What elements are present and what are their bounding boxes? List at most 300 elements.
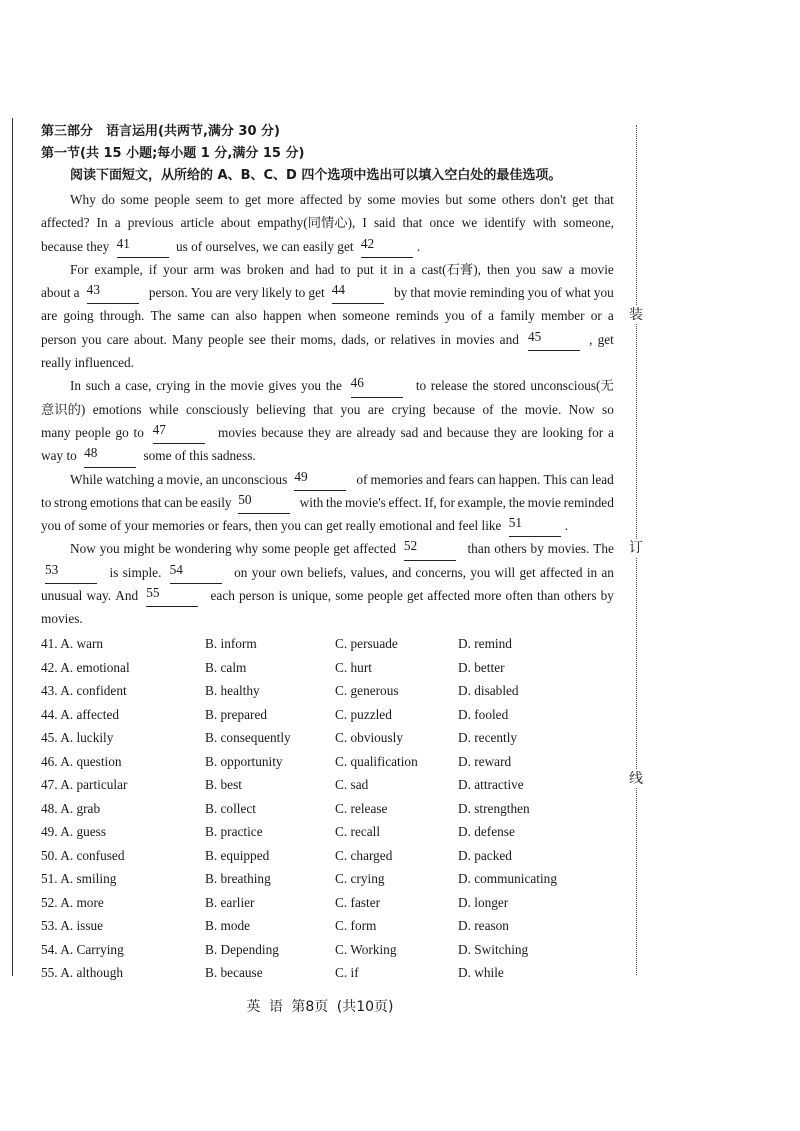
passage-word: emotions bbox=[92, 401, 142, 417]
passage-word: a bbox=[114, 378, 121, 394]
page-footer: 英 语 第8页 (共10页) bbox=[246, 999, 394, 1015]
cloze-passage bbox=[41, 188, 614, 631]
passage-word: movie bbox=[527, 494, 561, 510]
passage-word: to bbox=[41, 494, 52, 510]
passage-word: for bbox=[439, 494, 455, 510]
option-a: 41. A. warn bbox=[41, 636, 104, 651]
passage-word: of bbox=[470, 308, 482, 324]
passage-word: movies. bbox=[547, 541, 590, 557]
passage-word: a bbox=[409, 261, 416, 277]
passage-word: the bbox=[501, 401, 518, 417]
passage-word: reminded bbox=[563, 494, 614, 510]
passage-word: get bbox=[407, 588, 424, 604]
passage-word: movies bbox=[401, 192, 440, 207]
passage-word: happen bbox=[263, 308, 302, 324]
passage-word: we bbox=[461, 215, 478, 231]
option-a: 43. A. confident bbox=[41, 683, 127, 698]
blank-45: 45 bbox=[528, 328, 580, 351]
passage-word: about. bbox=[133, 331, 167, 347]
passage-word: affected bbox=[539, 564, 583, 580]
passage-word: way. bbox=[86, 588, 112, 604]
passage-word: a bbox=[568, 261, 575, 277]
passage-word: movies bbox=[218, 424, 257, 440]
blank-43: 43 bbox=[87, 281, 139, 304]
passage-word: people bbox=[208, 331, 244, 347]
passage-word: a bbox=[114, 215, 121, 231]
passage-word: people bbox=[75, 424, 111, 440]
option-c: C. crying bbox=[335, 871, 385, 886]
passage-word: affected bbox=[427, 588, 470, 604]
option-b: B. collect bbox=[205, 800, 256, 816]
passage-word: once bbox=[429, 215, 455, 231]
passage-word: movie bbox=[580, 261, 614, 277]
passage-word: seem bbox=[195, 192, 224, 207]
passage-word: and bbox=[499, 331, 519, 347]
option-a: 42. A. emotional bbox=[41, 659, 130, 675]
passage-word: some bbox=[262, 541, 291, 557]
passage-word: by bbox=[600, 588, 614, 604]
option-b: B. prepared bbox=[205, 706, 268, 722]
option-d: D. remind bbox=[458, 636, 512, 651]
passage-word: movie bbox=[230, 378, 264, 394]
option-b: B. breathing bbox=[205, 871, 271, 886]
passage-word: dads, bbox=[341, 331, 370, 347]
passage-word: you bbox=[444, 308, 465, 324]
passage-word: of bbox=[482, 401, 494, 417]
option-b: B. because bbox=[205, 965, 263, 980]
passage-word: by bbox=[394, 285, 408, 301]
passage-word: through. bbox=[99, 308, 145, 324]
option-b: B. healthy bbox=[205, 683, 260, 698]
passage-word: each bbox=[210, 588, 235, 604]
passage-word: often bbox=[505, 588, 533, 604]
passage-word: In bbox=[70, 378, 82, 394]
left-margin-rule bbox=[12, 118, 13, 976]
passage-word: with bbox=[299, 494, 324, 510]
passage-word: identify bbox=[484, 215, 526, 231]
option-c: C. sad bbox=[335, 777, 369, 792]
option-a: 47. A. particular bbox=[41, 777, 128, 792]
passage-word: get bbox=[308, 285, 325, 301]
option-b: B. inform bbox=[205, 636, 257, 651]
passage-word: person bbox=[239, 588, 275, 604]
option-b: B. equipped bbox=[205, 847, 270, 863]
passage-word: many bbox=[41, 424, 71, 440]
passage-word: already bbox=[356, 424, 396, 440]
passage-word: beliefs, bbox=[307, 564, 347, 580]
passage-word: arm bbox=[193, 261, 215, 277]
blank-41: 41 bbox=[117, 235, 169, 258]
blank-50: 50 bbox=[238, 491, 290, 514]
question-row-43 bbox=[41, 679, 601, 703]
binding-mark-xian: 线 bbox=[629, 771, 643, 787]
option-b: B. best bbox=[205, 777, 242, 792]
passage-word: a bbox=[488, 308, 495, 324]
passage-word: lead bbox=[591, 471, 614, 487]
passage-word: that bbox=[402, 215, 423, 231]
passage-word: moms, bbox=[300, 331, 337, 347]
passage-word: get bbox=[597, 331, 614, 347]
passage-word: unconscious(无 bbox=[530, 378, 614, 394]
question-row-47 bbox=[41, 773, 601, 797]
passage-word: can bbox=[210, 308, 230, 324]
option-d: D. better bbox=[458, 659, 505, 675]
passage-word: more bbox=[474, 588, 502, 604]
passage-word: some bbox=[367, 192, 396, 207]
passage-word: While bbox=[70, 471, 103, 487]
passage-word: case, bbox=[125, 378, 152, 394]
option-d: D. Switching bbox=[458, 941, 529, 957]
option-d: D. packed bbox=[458, 847, 512, 863]
passage-word: strong bbox=[54, 494, 88, 510]
passage-word: you bbox=[593, 285, 614, 301]
passage-word: see bbox=[248, 331, 266, 347]
blank-44: 44 bbox=[332, 281, 384, 304]
option-a: 52. A. more bbox=[41, 894, 104, 910]
passage-text: some of this sadness. bbox=[140, 448, 256, 464]
passage-word: someone, bbox=[563, 215, 614, 231]
option-c: C. Working bbox=[335, 941, 397, 957]
passage-word: a bbox=[157, 471, 164, 487]
passage-word: values, bbox=[350, 564, 388, 580]
question-row-52 bbox=[41, 891, 601, 915]
passage-word: broken bbox=[246, 261, 284, 277]
blank-46: 46 bbox=[351, 374, 403, 397]
passage-word: and bbox=[289, 261, 310, 277]
passage-word: but bbox=[445, 192, 463, 207]
passage-word: might bbox=[123, 541, 155, 557]
passage-word: to bbox=[340, 261, 351, 277]
passage-word: going bbox=[63, 308, 94, 324]
passage-word: on bbox=[234, 564, 248, 580]
passage-word: put bbox=[356, 261, 374, 277]
passage-word: cast(石膏), bbox=[421, 261, 481, 277]
question-row-50 bbox=[41, 844, 601, 868]
passage-word: and bbox=[392, 564, 412, 580]
option-d: D. strengthen bbox=[458, 800, 530, 816]
option-a: 51. A. smiling bbox=[41, 871, 117, 886]
option-d: D. longer bbox=[458, 894, 509, 910]
passage-word: a bbox=[607, 308, 614, 324]
option-d: D. while bbox=[458, 965, 504, 980]
passage-line bbox=[41, 235, 614, 258]
passage-word: you bbox=[527, 285, 548, 301]
option-d: D. recently bbox=[458, 730, 518, 745]
passage-line bbox=[41, 281, 614, 304]
passage-line bbox=[41, 351, 614, 374]
passage-word: is bbox=[109, 564, 119, 580]
passage-word: The bbox=[150, 308, 172, 324]
passage-word: are bbox=[521, 424, 538, 440]
passage-word: than bbox=[467, 541, 491, 557]
passage-word: I bbox=[362, 215, 367, 231]
option-a: 49. A. guess bbox=[41, 824, 107, 839]
option-d: D. reason bbox=[458, 918, 509, 933]
passage-text: you of some of your memories or fears, then you can get really emotional and feel like bbox=[41, 518, 505, 534]
question-row-41 bbox=[41, 632, 601, 656]
question-row-46 bbox=[41, 750, 601, 774]
option-c: C. release bbox=[335, 800, 388, 816]
passage-word: they bbox=[493, 424, 517, 440]
passage-word: crying bbox=[156, 378, 191, 394]
passage-word: affected bbox=[299, 192, 343, 207]
passage-word: example, bbox=[94, 261, 143, 277]
passage-word: fears bbox=[448, 471, 475, 487]
passage-word: to bbox=[294, 285, 306, 301]
passage-word: of bbox=[356, 471, 368, 487]
passage-text: . bbox=[416, 238, 421, 254]
option-a: 54. A. Carrying bbox=[41, 941, 124, 957]
passage-word: is bbox=[278, 588, 288, 604]
question-row-55 bbox=[41, 961, 601, 985]
passage-word: , bbox=[589, 331, 593, 347]
passage-word: people bbox=[294, 541, 330, 557]
question-row-48 bbox=[41, 797, 601, 821]
binding-mark-zhuang: 装 bbox=[629, 307, 643, 323]
passage-word: gives bbox=[268, 378, 297, 394]
passage-word: consciously bbox=[185, 401, 249, 417]
passage-line bbox=[41, 607, 614, 630]
passage-word: such bbox=[85, 378, 111, 394]
passage-word: people bbox=[154, 192, 190, 207]
blank-52: 52 bbox=[404, 537, 456, 560]
passage-word: they bbox=[308, 424, 331, 440]
passage-word: emotions bbox=[90, 494, 139, 510]
passage-line bbox=[41, 211, 614, 234]
option-c: C. form bbox=[335, 918, 377, 933]
passage-word: looking bbox=[542, 424, 583, 440]
passage-word: example, bbox=[457, 494, 507, 510]
passage-word: or bbox=[590, 308, 602, 324]
passage-word: you bbox=[515, 261, 536, 277]
passage-line bbox=[41, 328, 614, 351]
passage-word: care bbox=[106, 331, 129, 347]
passage-word: the bbox=[508, 494, 525, 510]
passage-word: be bbox=[158, 541, 171, 557]
passage-word: go bbox=[115, 424, 129, 440]
passage-word: reminding bbox=[469, 285, 525, 301]
passage-word: to bbox=[228, 192, 240, 207]
passage-word: empathy(同情心), bbox=[257, 215, 356, 231]
passage-word: with bbox=[532, 215, 557, 231]
passage-word: own bbox=[280, 564, 304, 580]
option-c: C. obviously bbox=[335, 730, 403, 745]
passage-word: movie. bbox=[524, 401, 562, 417]
instruction: 阅读下面短文，从所给的 A、B、C、D 四个选项中选出可以填入空白处的最佳选项。 bbox=[70, 168, 562, 183]
option-a: 53. A. issue bbox=[41, 918, 104, 933]
blank-53: 53 bbox=[45, 561, 97, 584]
passage-word: that bbox=[141, 494, 162, 510]
passage-line bbox=[41, 374, 614, 397]
passage-word: someone bbox=[342, 308, 390, 324]
passage-word: member bbox=[541, 308, 585, 324]
passage-word: your bbox=[251, 564, 277, 580]
passage-word: likely bbox=[261, 285, 292, 301]
passage-word: are bbox=[367, 401, 385, 417]
passage-word: get bbox=[571, 192, 589, 207]
passage-word: while bbox=[148, 401, 179, 417]
passage-word: do bbox=[101, 192, 115, 207]
passage-word: movie, bbox=[166, 471, 203, 487]
passage-word: some bbox=[120, 192, 149, 207]
option-b: B. consequently bbox=[205, 730, 291, 745]
option-b: B. mode bbox=[205, 918, 251, 933]
passage-word: concerns, bbox=[415, 564, 467, 580]
passage-word: If, bbox=[424, 494, 437, 510]
option-b: B. practice bbox=[205, 824, 263, 839]
passage-word: can bbox=[570, 471, 589, 487]
option-d: D. defense bbox=[458, 824, 515, 839]
passage-word: the bbox=[326, 494, 343, 510]
passage-word: of bbox=[550, 285, 562, 301]
passage-word: to bbox=[415, 378, 427, 394]
passage-word: crying bbox=[391, 401, 426, 417]
passage-word: for bbox=[587, 424, 604, 440]
option-d: D. attractive bbox=[458, 777, 524, 792]
passage-word: about bbox=[220, 215, 251, 231]
passage-word: it bbox=[379, 261, 388, 277]
passage-word: can bbox=[164, 494, 183, 510]
option-c: C. persuade bbox=[335, 636, 398, 651]
passage-word: their bbox=[270, 331, 296, 347]
passage-word: effect. bbox=[388, 494, 422, 510]
question-row-42 bbox=[41, 656, 601, 680]
passage-word: in bbox=[194, 378, 206, 394]
passage-word: some bbox=[335, 588, 364, 604]
passage-word: You bbox=[190, 285, 213, 301]
subsection-title: 第一节(共 15 小题;每小题 1 分,满分 15 分) bbox=[41, 146, 305, 161]
passage-line bbox=[41, 444, 614, 467]
option-c: C. qualification bbox=[335, 753, 418, 769]
option-a: 45. A. luckily bbox=[41, 730, 114, 745]
passage-line bbox=[41, 304, 614, 327]
passage-line bbox=[41, 188, 614, 211]
passage-word: wondering bbox=[174, 541, 232, 557]
passage-word: because bbox=[432, 401, 476, 417]
option-a: 50. A. confused bbox=[41, 847, 125, 863]
option-c: C. generous bbox=[335, 683, 399, 698]
blank-49: 49 bbox=[294, 468, 346, 491]
passage-text: way to bbox=[41, 448, 81, 464]
passage-text: really influenced. bbox=[41, 355, 135, 371]
passage-word: previous bbox=[127, 215, 174, 231]
question-row-44 bbox=[41, 703, 601, 727]
passage-word: sad bbox=[400, 424, 419, 440]
passage-word: very bbox=[234, 285, 259, 301]
passage-word: watching bbox=[105, 471, 155, 487]
blank-42: 42 bbox=[361, 235, 413, 258]
passage-word: This bbox=[543, 471, 568, 487]
passage-word: the bbox=[325, 378, 342, 394]
passage-word: and bbox=[422, 424, 443, 440]
passage-word: Now bbox=[70, 541, 96, 557]
passage-word: easily bbox=[200, 494, 232, 510]
passage-word: your bbox=[163, 261, 188, 277]
passage-word: what bbox=[564, 285, 591, 301]
passage-word: you bbox=[81, 331, 102, 347]
passage-word: said bbox=[373, 215, 396, 231]
passage-word: that bbox=[593, 192, 614, 207]
passage-word: are bbox=[41, 308, 58, 324]
option-a: 46. A. question bbox=[41, 753, 122, 769]
question-row-53 bbox=[41, 914, 601, 938]
option-c: C. hurt bbox=[335, 659, 372, 675]
passage-word: a bbox=[607, 424, 614, 440]
passage-word: than bbox=[537, 588, 560, 604]
passage-word: you bbox=[99, 541, 120, 557]
passage-word: unconscious bbox=[221, 471, 288, 487]
passage-line bbox=[41, 421, 614, 444]
passage-word: the bbox=[472, 378, 489, 394]
passage-word: an bbox=[205, 471, 219, 487]
passage-word: are bbox=[335, 424, 352, 440]
passage-word: people bbox=[367, 588, 403, 604]
passage-word: Now bbox=[568, 401, 595, 417]
option-d: D. fooled bbox=[458, 706, 509, 722]
option-d: D. reward bbox=[458, 753, 512, 769]
passage-word: Why bbox=[70, 192, 96, 207]
passage-word: by bbox=[348, 192, 362, 207]
passage-word: unusual bbox=[41, 588, 83, 604]
passage-word: saw bbox=[541, 261, 563, 277]
question-row-51 bbox=[41, 867, 601, 891]
passage-line bbox=[41, 398, 614, 421]
passage-line bbox=[41, 514, 614, 537]
passage-word: then bbox=[486, 261, 510, 277]
passage-line bbox=[41, 491, 614, 514]
passage-word: 意识的) bbox=[41, 401, 86, 417]
option-c: C. if bbox=[335, 965, 359, 980]
passage-word: had bbox=[315, 261, 335, 277]
passage-text: movies. bbox=[41, 611, 83, 627]
passage-word: And bbox=[115, 588, 139, 604]
passage-text: us of ourselves, we can easily get bbox=[172, 238, 357, 254]
section-title: 第三部分 语言运用(共两节,满分 30 分) bbox=[41, 124, 280, 139]
passage-text: . bbox=[564, 518, 569, 534]
passage-word: others bbox=[564, 588, 597, 604]
passage-word: about bbox=[41, 285, 71, 301]
passage-word: to bbox=[133, 424, 144, 440]
question-row-49 bbox=[41, 820, 601, 844]
blank-48: 48 bbox=[84, 444, 136, 467]
passage-word: so bbox=[602, 401, 614, 417]
passage-word: movie's bbox=[344, 494, 386, 510]
option-c: C. faster bbox=[335, 894, 381, 910]
blank-54: 54 bbox=[170, 561, 222, 584]
passage-word: be bbox=[185, 494, 198, 510]
passage-line bbox=[41, 258, 614, 281]
passage-word: will bbox=[494, 564, 516, 580]
passage-word: the bbox=[209, 378, 226, 394]
passage-word: same bbox=[177, 308, 205, 324]
passage-word: others bbox=[501, 192, 535, 207]
passage-word: because bbox=[261, 424, 304, 440]
option-b: B. Depending bbox=[205, 941, 279, 957]
passage-word: The bbox=[593, 541, 614, 557]
blank-51: 51 bbox=[509, 514, 561, 537]
binding-mark-ding: 订 bbox=[629, 540, 643, 556]
question-row-45 bbox=[41, 726, 601, 750]
passage-word: because bbox=[446, 424, 489, 440]
option-a: 44. A. affected bbox=[41, 706, 120, 722]
passage-word: in bbox=[586, 564, 598, 580]
passage-word: by bbox=[530, 541, 544, 557]
passage-word: also bbox=[235, 308, 257, 324]
passage-word: get bbox=[333, 541, 350, 557]
blank-55: 55 bbox=[146, 584, 198, 607]
passage-word: For bbox=[70, 261, 89, 277]
passage-word: family bbox=[500, 308, 535, 324]
